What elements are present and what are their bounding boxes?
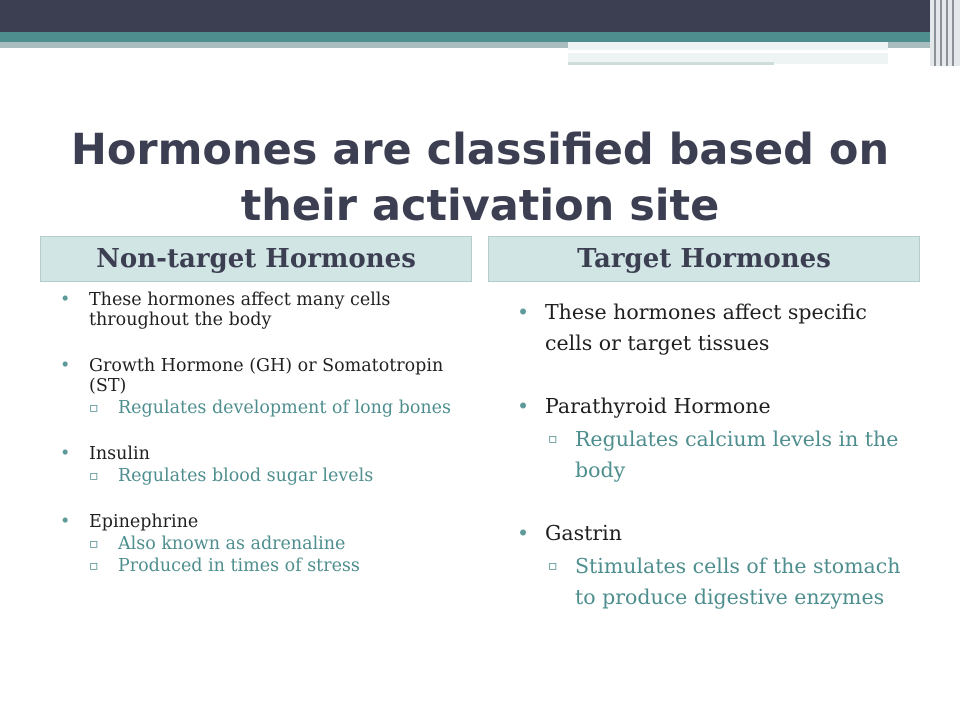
slide-title: Hormones are classified based on their activation site [70, 125, 890, 231]
top-band [0, 0, 960, 32]
list-item: • These hormones affect many cells throughout the body [60, 290, 460, 330]
target-header: Target Hormones [488, 236, 920, 282]
list-item: • Parathyroid Hormone [515, 391, 915, 422]
non-target-list [60, 290, 460, 576]
white-line [568, 50, 888, 53]
list-item: • Growth Hormone (GH) or Somatotropin (ST) [60, 356, 460, 396]
sub-item: ▫ Stimulates cells of the stomach to produce digestive enzymes [515, 551, 915, 613]
non-target-header: Non-target Hormones [40, 236, 472, 282]
sub-item: ▫ Regulates blood sugar levels [60, 466, 460, 486]
list-item: • These hormones affect specific cells or target tissues [515, 297, 915, 359]
light-strip [568, 42, 888, 64]
under-line [568, 62, 774, 65]
list-item: • Gastrin [515, 518, 915, 549]
target-list [515, 297, 915, 613]
list-item: • Insulin [60, 444, 460, 464]
sub-item: ▫ Also known as adrenaline [60, 534, 460, 554]
list-item: • Epinephrine [60, 512, 460, 532]
right-decoration [930, 0, 960, 66]
sub-item: ▫ Regulates development of long bones [60, 398, 460, 418]
sub-item: ▫ Produced in times of stress [60, 556, 460, 576]
teal-band [0, 32, 930, 42]
sub-item: ▫ Regulates calcium levels in the body [515, 424, 915, 486]
